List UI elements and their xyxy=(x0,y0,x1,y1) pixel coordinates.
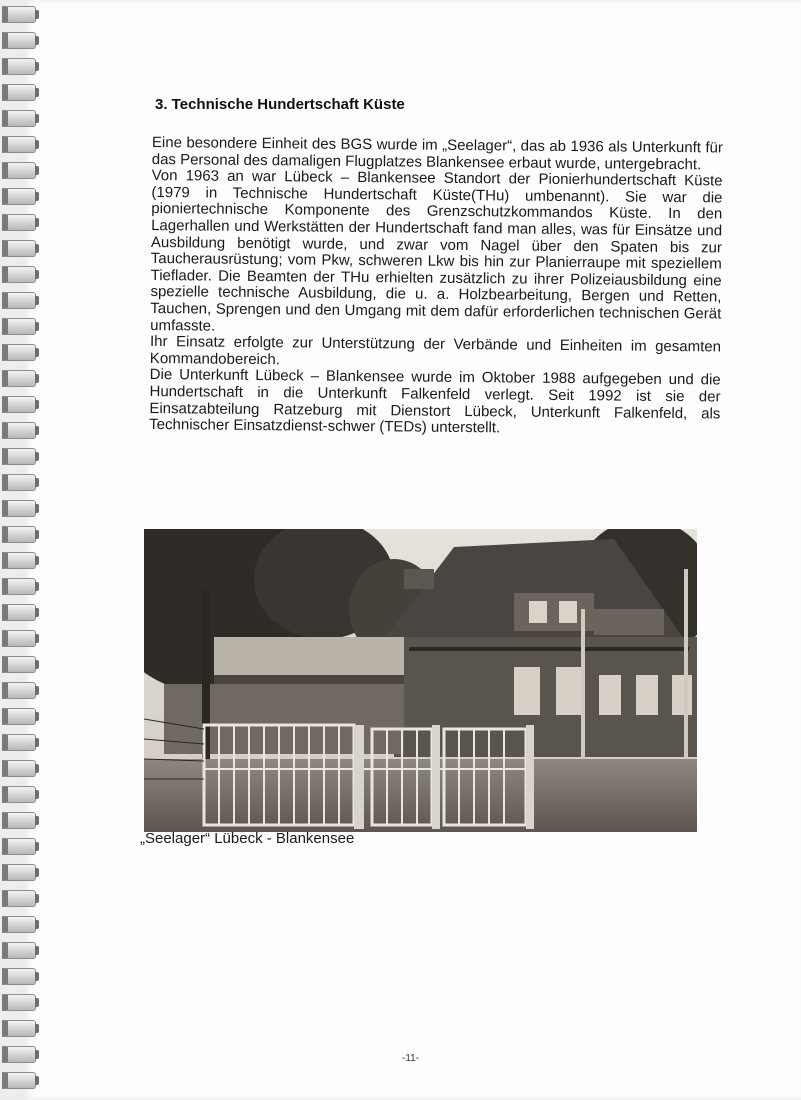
binding-ring xyxy=(2,682,36,699)
binding-ring xyxy=(2,266,36,283)
binding-ring xyxy=(2,734,36,751)
binding-ring xyxy=(2,84,36,101)
document-page xyxy=(22,0,801,1100)
binding-ring xyxy=(2,58,36,75)
binding-ring xyxy=(2,578,36,595)
binding-ring xyxy=(2,240,36,257)
binding-ring xyxy=(2,786,36,803)
binding-ring xyxy=(2,370,36,387)
binding-ring xyxy=(2,500,36,517)
binding-ring xyxy=(2,6,36,23)
binding-ring xyxy=(2,214,36,231)
binding-ring xyxy=(2,526,36,543)
binding-ring xyxy=(2,1046,36,1063)
photo-illustration xyxy=(144,529,697,832)
paragraph: Die Unterkunft Lübeck – Blankensee wurde im Oktober 1988 aufgegeben und die Hundertschaft in die Unterkunft Falkenfeld verlegt. Seit 1992 ist sie der Einsatzabteilung Ratzeburg mit Dienstort Lübeck, Unterkunft Falkenfeld, als Technischer Einsatzdienst-schwer (TEDs) unterstellt. xyxy=(149,366,721,437)
binding-ring xyxy=(2,916,36,933)
binding-ring xyxy=(2,760,36,777)
spiral-binding xyxy=(0,0,38,1100)
paragraph: Von 1963 an war Lübeck – Blankensee Standort der Pionierhundertschaft Küste (1979 in Technische Hundertschaft Küste(THu) umbenannt). Sie war die pioniertechnische Komponente des Grenzschutzkommandos Küste. In den Lagerhallen und Werkstätten der Hundertschaft fand man alles, was für Einsätze und Ausbildung benötigt wurde, und zwar vom Nagel über den Spaten bis zur Taucherausrüstung; vom Pkw, schweren Lkw bis hin zur Planierraupe mit speziellem Tieflader. Die Beamten der THu erhielten zusätzlich zu ihrer Polizeiausbildung eine spezielle technische Ausbildung, die u. a. Holzbearbeitung, Bergen und Retten, Tauchen, Sprengen und den Umgang mit dem dafür erforderlichen technischen Gerät umfasste. xyxy=(150,167,723,335)
binding-ring xyxy=(2,838,36,855)
section-heading: 3. Technische Hundertschaft Küste xyxy=(155,96,405,113)
photo-caption: „Seelager“ Lübeck - Blankensee xyxy=(140,830,355,847)
binding-ring xyxy=(2,552,36,569)
binding-ring xyxy=(2,318,36,335)
binding-ring xyxy=(2,110,36,127)
binding-ring xyxy=(2,1020,36,1037)
binding-ring xyxy=(2,344,36,361)
binding-ring xyxy=(2,864,36,881)
binding-ring xyxy=(2,32,36,49)
binding-ring xyxy=(2,396,36,413)
binding-ring xyxy=(2,994,36,1011)
binding-ring xyxy=(2,292,36,309)
binding-ring xyxy=(2,708,36,725)
binding-ring xyxy=(2,188,36,205)
paragraph: Eine besondere Einheit des BGS wurde im „Seelager“, das ab 1936 als Unterkunft für das Personal des damaligen Flugplatzes Blankensee erbaut wurde, untergebracht. xyxy=(151,134,723,173)
page-number: -11- xyxy=(402,1053,420,1064)
binding-ring xyxy=(2,812,36,829)
binding-ring xyxy=(2,890,36,907)
binding-ring xyxy=(2,448,36,465)
binding-ring xyxy=(2,422,36,439)
paragraph: Ihr Einsatz erfolgte zur Unterstützung der Verbände und Einheiten im gesamten Kommandobereich. xyxy=(149,333,722,368)
photo-seelager xyxy=(144,529,697,832)
binding-ring xyxy=(2,474,36,491)
binding-ring xyxy=(2,1072,36,1089)
binding-ring xyxy=(2,968,36,985)
binding-ring xyxy=(2,630,36,647)
binding-ring xyxy=(2,136,36,153)
binding-ring xyxy=(2,604,36,621)
binding-ring xyxy=(2,942,36,959)
binding-ring xyxy=(2,656,36,673)
binding-ring xyxy=(2,162,36,179)
body-text xyxy=(149,135,723,439)
